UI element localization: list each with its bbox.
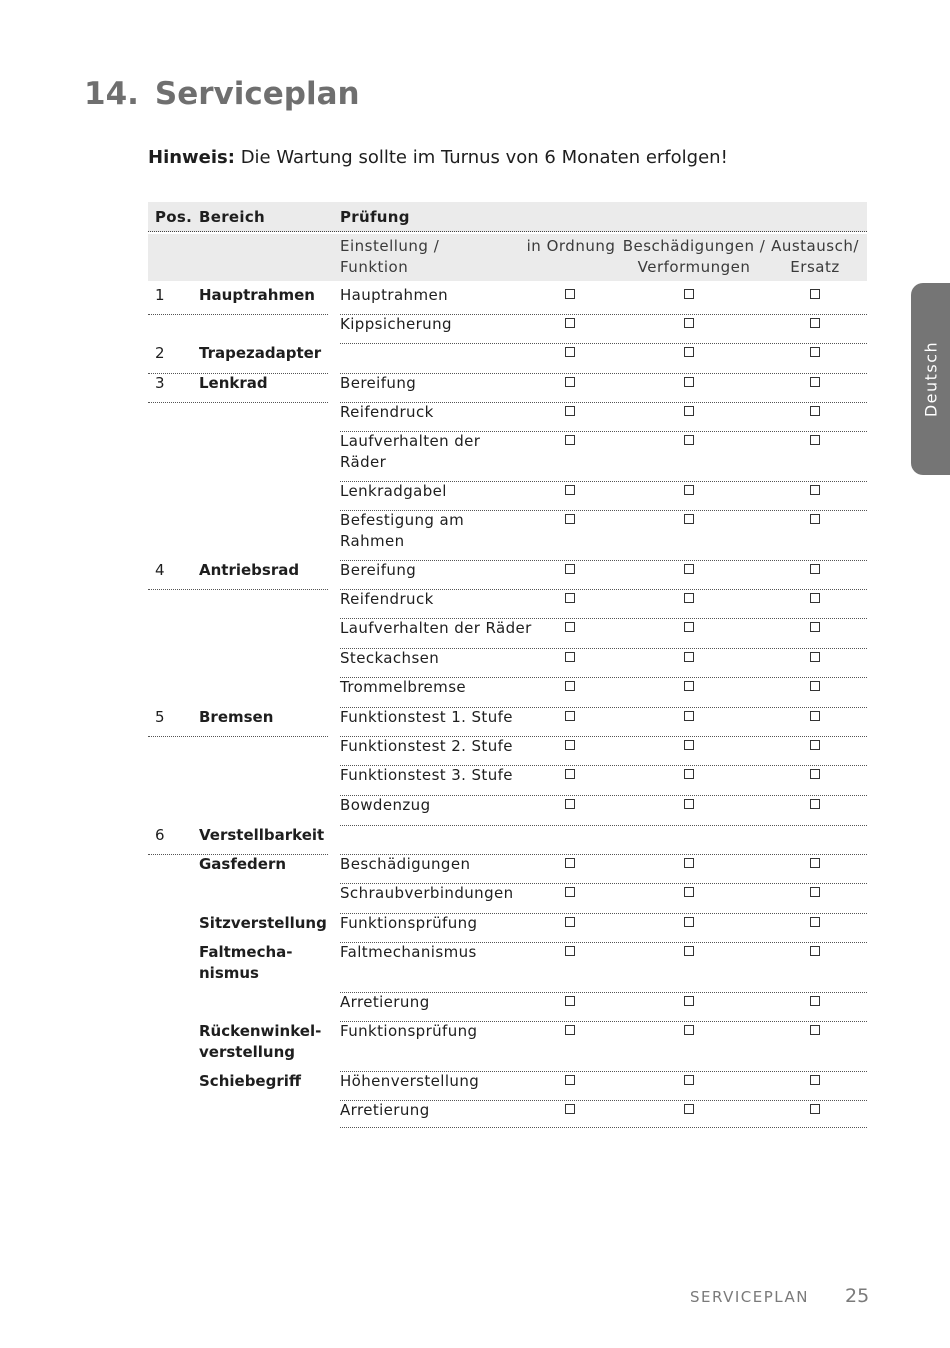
checkbox-beschaedigung[interactable] bbox=[684, 799, 694, 809]
checkbox-austausch[interactable] bbox=[810, 1025, 820, 1035]
header-bereich: Bereich bbox=[199, 208, 265, 226]
row-pos: 6 bbox=[155, 826, 165, 844]
checkbox-austausch[interactable] bbox=[810, 622, 820, 632]
page-title bbox=[84, 76, 360, 112]
row-pos: 1 bbox=[155, 286, 165, 304]
row-bereich: Schiebegriff bbox=[199, 1072, 302, 1090]
checkbox-austausch[interactable] bbox=[810, 996, 820, 1006]
checkbox-beschaedigung[interactable] bbox=[684, 289, 694, 299]
checkbox-beschaedigung[interactable] bbox=[684, 1075, 694, 1085]
section-number: 14. bbox=[84, 76, 139, 112]
row-divider bbox=[340, 825, 867, 826]
checkbox-in-ordnung[interactable] bbox=[565, 622, 575, 632]
row-funktion: Höhenverstellung bbox=[340, 1072, 480, 1090]
checkbox-in-ordnung[interactable] bbox=[565, 406, 575, 416]
row-funktion: Funktionstest 1. Stufe bbox=[340, 708, 513, 726]
row-funktion: Hauptrahmen bbox=[340, 286, 448, 304]
checkbox-in-ordnung[interactable] bbox=[565, 652, 575, 662]
hint-label: Hinweis: bbox=[148, 147, 235, 168]
checkbox-in-ordnung[interactable] bbox=[565, 769, 575, 779]
page-number: 25 bbox=[845, 1285, 870, 1307]
section-title: Serviceplan bbox=[154, 76, 360, 112]
row-bereich: Lenkrad bbox=[199, 374, 268, 392]
row-funktion: Laufverhalten der bbox=[340, 432, 481, 450]
group-divider bbox=[148, 589, 328, 590]
checkbox-austausch[interactable] bbox=[810, 406, 820, 416]
checkbox-austausch[interactable] bbox=[810, 377, 820, 387]
row-funktion: Reifendruck bbox=[340, 403, 434, 421]
row-pos: 5 bbox=[155, 708, 165, 726]
checkbox-beschaedigung[interactable] bbox=[684, 485, 694, 495]
checkbox-beschaedigung[interactable] bbox=[684, 318, 694, 328]
checkbox-beschaedigung[interactable] bbox=[684, 711, 694, 721]
checkbox-in-ordnung[interactable] bbox=[565, 318, 575, 328]
checkbox-austausch[interactable] bbox=[810, 289, 820, 299]
checkbox-in-ordnung[interactable] bbox=[565, 799, 575, 809]
row-funktion: Arretierung bbox=[340, 993, 430, 1011]
hint-text: Die Wartung sollte im Turnus von 6 Monaten erfolgen! bbox=[234, 147, 728, 168]
hint-note bbox=[148, 147, 728, 168]
checkbox-in-ordnung[interactable] bbox=[565, 1075, 575, 1085]
row-funktion: Bereifung bbox=[340, 374, 417, 392]
checkbox-austausch[interactable] bbox=[810, 652, 820, 662]
row-funktion: Befestigung am bbox=[340, 511, 465, 529]
checkbox-beschaedigung[interactable] bbox=[684, 769, 694, 779]
header-pos: Pos. bbox=[155, 208, 193, 226]
checkbox-austausch[interactable] bbox=[810, 485, 820, 495]
checkbox-in-ordnung[interactable] bbox=[565, 1025, 575, 1035]
checkbox-beschaedigung[interactable] bbox=[684, 858, 694, 868]
row-funktion-line2: Rahmen bbox=[340, 532, 405, 550]
checkbox-austausch[interactable] bbox=[810, 681, 820, 691]
row-pos: 3 bbox=[155, 374, 165, 392]
checkbox-austausch[interactable] bbox=[810, 799, 820, 809]
row-funktion: Reifendruck bbox=[340, 590, 434, 608]
row-pos: 4 bbox=[155, 561, 165, 579]
checkbox-in-ordnung[interactable] bbox=[565, 377, 575, 387]
checkbox-in-ordnung[interactable] bbox=[565, 564, 575, 574]
row-pos: 2 bbox=[155, 344, 165, 362]
row-bereich-line2: nismus bbox=[199, 964, 259, 982]
checkbox-austausch[interactable] bbox=[810, 1075, 820, 1085]
checkbox-in-ordnung[interactable] bbox=[565, 514, 575, 524]
group-divider bbox=[148, 736, 328, 737]
row-funktion: Arretierung bbox=[340, 1101, 430, 1119]
checkbox-beschaedigung[interactable] bbox=[684, 377, 694, 387]
row-funktion: Funktionstest 2. Stufe bbox=[340, 737, 513, 755]
row-funktion: Funktionsprüfung bbox=[340, 1022, 478, 1040]
row-funktion: Funktionstest 3. Stufe bbox=[340, 766, 513, 784]
header-pruefung: Prüfung bbox=[340, 208, 410, 226]
checkbox-in-ordnung[interactable] bbox=[565, 289, 575, 299]
header-einstellung-line2: Funktion bbox=[340, 258, 409, 276]
checkbox-austausch[interactable] bbox=[810, 711, 820, 721]
row-funktion: Laufverhalten der Räder bbox=[340, 619, 532, 637]
checkbox-beschaedigung[interactable] bbox=[684, 887, 694, 897]
group-divider bbox=[148, 402, 328, 403]
checkbox-beschaedigung[interactable] bbox=[684, 593, 694, 603]
checkbox-in-ordnung[interactable] bbox=[565, 996, 575, 1006]
header-austausch-line1: Austausch/ bbox=[771, 237, 859, 255]
group-divider bbox=[148, 314, 328, 315]
row-bereich: Bremsen bbox=[199, 708, 274, 726]
checkbox-beschaedigung[interactable] bbox=[684, 946, 694, 956]
header-in-ordnung: in Ordnung bbox=[526, 237, 616, 255]
checkbox-in-ordnung[interactable] bbox=[565, 593, 575, 603]
checkbox-austausch[interactable] bbox=[810, 858, 820, 868]
checkbox-beschaedigung[interactable] bbox=[684, 681, 694, 691]
checkbox-beschaedigung[interactable] bbox=[684, 652, 694, 662]
row-bereich: Faltmecha- bbox=[199, 943, 293, 961]
checkbox-in-ordnung[interactable] bbox=[565, 740, 575, 750]
checkbox-beschaedigung[interactable] bbox=[684, 740, 694, 750]
checkbox-austausch[interactable] bbox=[810, 946, 820, 956]
checkbox-austausch[interactable] bbox=[810, 564, 820, 574]
checkbox-beschaedigung[interactable] bbox=[684, 622, 694, 632]
row-bereich: Gasfedern bbox=[199, 855, 287, 873]
checkbox-austausch[interactable] bbox=[810, 347, 820, 357]
header-austausch-line2: Ersatz bbox=[790, 258, 840, 276]
row-funktion: Steckachsen bbox=[340, 649, 440, 667]
row-bereich: Verstellbarkeit bbox=[199, 826, 325, 844]
language-tab[interactable] bbox=[911, 283, 950, 475]
row-divider bbox=[340, 560, 867, 561]
row-funktion: Kippsicherung bbox=[340, 315, 452, 333]
checkbox-austausch[interactable] bbox=[810, 769, 820, 779]
row-funktion: Lenkradgabel bbox=[340, 482, 447, 500]
checkbox-beschaedigung[interactable] bbox=[684, 514, 694, 524]
row-bereich: Hauptrahmen bbox=[199, 286, 315, 304]
checkbox-beschaedigung[interactable] bbox=[684, 1104, 694, 1114]
checkbox-in-ordnung[interactable] bbox=[565, 435, 575, 445]
header-beschaedigung-line2: Verformungen bbox=[637, 258, 751, 276]
row-funktion: Funktionsprüfung bbox=[340, 914, 478, 932]
row-bereich: Trapezadapter bbox=[199, 344, 322, 362]
checkbox-austausch[interactable] bbox=[810, 917, 820, 927]
row-bereich: Antriebsrad bbox=[199, 561, 300, 579]
language-tab-label: Deutsch bbox=[921, 340, 940, 418]
table-header-divider bbox=[148, 231, 867, 232]
checkbox-in-ordnung[interactable] bbox=[565, 917, 575, 927]
row-bereich: Sitzverstellung bbox=[199, 914, 327, 932]
checkbox-beschaedigung[interactable] bbox=[684, 564, 694, 574]
checkbox-austausch[interactable] bbox=[810, 318, 820, 328]
row-funktion: Beschädigungen bbox=[340, 855, 471, 873]
row-divider bbox=[340, 373, 867, 374]
checkbox-austausch[interactable] bbox=[810, 593, 820, 603]
checkbox-austausch[interactable] bbox=[810, 740, 820, 750]
checkbox-in-ordnung[interactable] bbox=[565, 485, 575, 495]
checkbox-beschaedigung[interactable] bbox=[684, 435, 694, 445]
header-einstellung-line1: Einstellung / bbox=[340, 237, 440, 255]
checkbox-beschaedigung[interactable] bbox=[684, 406, 694, 416]
row-funktion: Bowdenzug bbox=[340, 796, 431, 814]
checkbox-in-ordnung[interactable] bbox=[565, 887, 575, 897]
header-beschaedigung-line1: Beschädigungen / bbox=[622, 237, 766, 255]
checkbox-in-ordnung[interactable] bbox=[565, 858, 575, 868]
row-funktion-line2: Räder bbox=[340, 453, 387, 471]
row-bereich-line2: verstellung bbox=[199, 1043, 295, 1061]
checkbox-beschaedigung[interactable] bbox=[684, 347, 694, 357]
checkbox-austausch[interactable] bbox=[810, 435, 820, 445]
checkbox-in-ordnung[interactable] bbox=[565, 1104, 575, 1114]
checkbox-beschaedigung[interactable] bbox=[684, 996, 694, 1006]
row-divider bbox=[340, 1127, 867, 1128]
checkbox-in-ordnung[interactable] bbox=[565, 347, 575, 357]
checkbox-austausch[interactable] bbox=[810, 514, 820, 524]
row-funktion: Trommelbremse bbox=[340, 678, 467, 696]
row-funktion: Bereifung bbox=[340, 561, 417, 579]
checkbox-in-ordnung[interactable] bbox=[565, 681, 575, 691]
checkbox-austausch[interactable] bbox=[810, 1104, 820, 1114]
checkbox-beschaedigung[interactable] bbox=[684, 1025, 694, 1035]
checkbox-in-ordnung[interactable] bbox=[565, 711, 575, 721]
checkbox-austausch[interactable] bbox=[810, 887, 820, 897]
row-bereich: Rückenwinkel- bbox=[199, 1022, 322, 1040]
footer-label: SERVICEPLAN bbox=[690, 1288, 809, 1306]
row-funktion: Schraubverbindungen bbox=[340, 884, 514, 902]
checkbox-beschaedigung[interactable] bbox=[684, 917, 694, 927]
row-funktion: Faltmechanismus bbox=[340, 943, 477, 961]
checkbox-in-ordnung[interactable] bbox=[565, 946, 575, 956]
row-divider bbox=[340, 343, 867, 344]
